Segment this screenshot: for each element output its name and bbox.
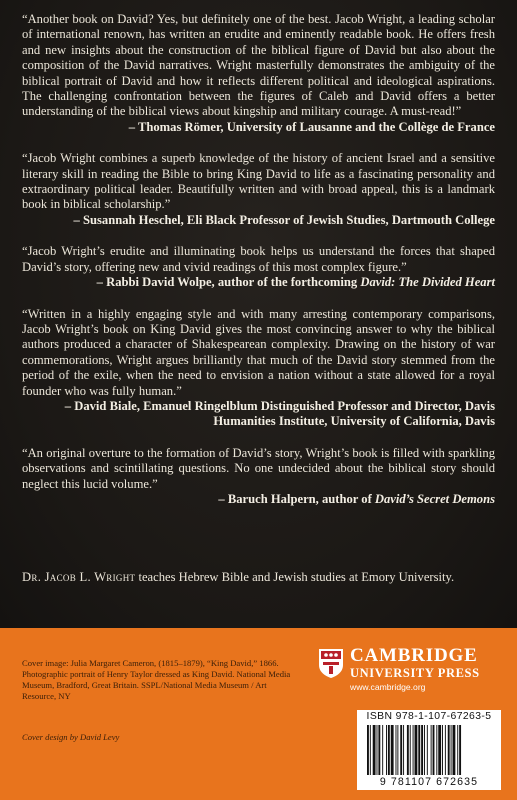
barcode-bar <box>459 725 461 775</box>
cover-design-credit: Cover design by David Levy <box>22 732 120 742</box>
blurb-attribution: – Thomas Römer, University of Lausanne and the Collège de France <box>128 119 495 134</box>
barcode-bar <box>457 725 458 775</box>
publisher-name-line1: CAMBRIDGE <box>350 645 478 666</box>
blurb-attribution: – Susannah Heschel, Eli Black Professor of Jewish Studies, Dartmouth College <box>73 212 495 227</box>
barcode-digits: 9 781107 672635 <box>379 776 479 788</box>
barcode-bar <box>448 725 450 775</box>
barcode-bar <box>415 725 418 775</box>
barcode-bar <box>391 725 394 775</box>
barcode-bar <box>442 725 443 775</box>
barcode-bar <box>373 725 376 775</box>
barcode-bar <box>418 725 420 775</box>
barcode-bar <box>424 725 425 775</box>
barcode-bar <box>433 725 435 775</box>
barcode-bars <box>367 725 493 775</box>
barcode-bar <box>431 725 432 775</box>
blurb-quote: “Another book on David? Yes, but definitely one of the best. Jacob Wright, a leading scholar of international renown, has written an erudite and eminently readable book. He offers fresh and new insights about the construction of the biblical figure of David but also about the composition of the David narratives. Wright masterfully demonstrates the ambiguity of the biblical portrait of David and how it reflects different political and ideological aspirations. The challenging confrontation between the figures of Caleb and David offers a better understanding of the biblical views about kingship and military courage. A must-read!” <box>22 12 495 119</box>
barcode-bar <box>397 725 398 775</box>
author-bio-text: teaches Hebrew Bible and Jewish studies at Emory University. <box>135 570 455 584</box>
barcode-bar <box>421 725 423 775</box>
barcode-bar <box>427 725 428 775</box>
isbn-barcode <box>357 710 501 790</box>
author-name: Dr. Jacob L. Wright <box>22 570 136 584</box>
barcode-bar <box>377 725 378 775</box>
barcode-bar <box>378 725 380 775</box>
barcode-bar <box>445 725 446 775</box>
barcode-bar <box>403 725 404 775</box>
blurb-2 <box>22 151 495 228</box>
barcode-bar <box>400 725 402 775</box>
barcode-bar <box>396 725 397 775</box>
blurb-3 <box>22 244 495 290</box>
blurb-attribution: – Baruch Halpern, author of David’s Secret Demons <box>218 491 495 506</box>
blurb-quote: “Jacob Wright combines a superb knowledge of the history of ancient Israel and a sensitive literary skill in reading the Bible to bring King David to life as a fascinating personality and extraordinary political leader. Beautifully written and with broad appeal, this is a landmark book in biblical scholarship.” <box>22 151 495 212</box>
barcode-bar <box>388 725 390 775</box>
barcode-bar <box>407 725 409 775</box>
blurb-5 <box>22 446 495 508</box>
isbn-label: ISBN 978-1-107-67263-5 <box>366 711 492 722</box>
barcode-bar <box>382 725 383 775</box>
barcode-bar <box>453 725 456 775</box>
blurb-4 <box>22 307 495 430</box>
blurb-quote: “Jacob Wright’s erudite and illuminating book helps us understand the forces that shaped David’s story, offering new and vivid readings of this most complex figure.” <box>22 244 495 274</box>
barcode-bar <box>410 725 411 775</box>
blurb-1 <box>22 12 495 135</box>
barcode-bar <box>451 725 452 775</box>
blurb-attribution: – David Biale, Emanuel Ringelblum Distinguished Professor and Director, Davis Humanities Institute, University of California, Davis <box>64 398 495 429</box>
blurb-quote: “Written in a highly engaging style and with many arresting contemporary comparisons, Jacob Wright’s book on King David gives the most convincing answer to why the biblical authors produced a character of Shakespearean complexity. Drawing on the history of war commemorations, Wright argues brilliantly that much of the David story stemmed from the period of the exile, when the need to envision a nation without a state allowed for a royal founder who was fully human.” <box>22 306 495 398</box>
publisher-name-line2: UNIVERSITY PRESS <box>350 666 480 680</box>
blurbs-section <box>22 12 495 523</box>
cover-credits: Cover image: Julia Margaret Cameron, (1815–1879), “King David,” 1866. Photographic portrait of Henry Taylor dressed as King David. National Media Museum, Bradford, Great Britain. SSPL/National Media Museum / Art Resource, NY <box>22 658 291 701</box>
barcode-bar <box>413 725 414 775</box>
book-title: David: The Divided Heart <box>360 275 495 290</box>
publisher-name <box>350 646 510 693</box>
blurb-attribution: – Rabbi David Wolpe, author of the forthcoming David: The Divided Heart <box>96 275 495 290</box>
blurb-quote: “An original overture to the formation of David’s story, Wright’s book is filled with sparkling observations and scintillating questions. No one undecided about the biblical story should neglect this lucid volume.” <box>22 445 495 491</box>
barcode-bar <box>436 725 437 775</box>
barcode-bar <box>386 725 387 775</box>
barcode-bar <box>367 725 369 775</box>
book-title: David’s Secret Demons <box>374 491 495 506</box>
publisher-url: www.cambridge.org <box>350 682 426 692</box>
author-bio <box>22 570 495 585</box>
cambridge-shield-icon <box>318 648 344 679</box>
barcode-bar <box>370 725 371 775</box>
barcode-bar <box>438 725 441 775</box>
